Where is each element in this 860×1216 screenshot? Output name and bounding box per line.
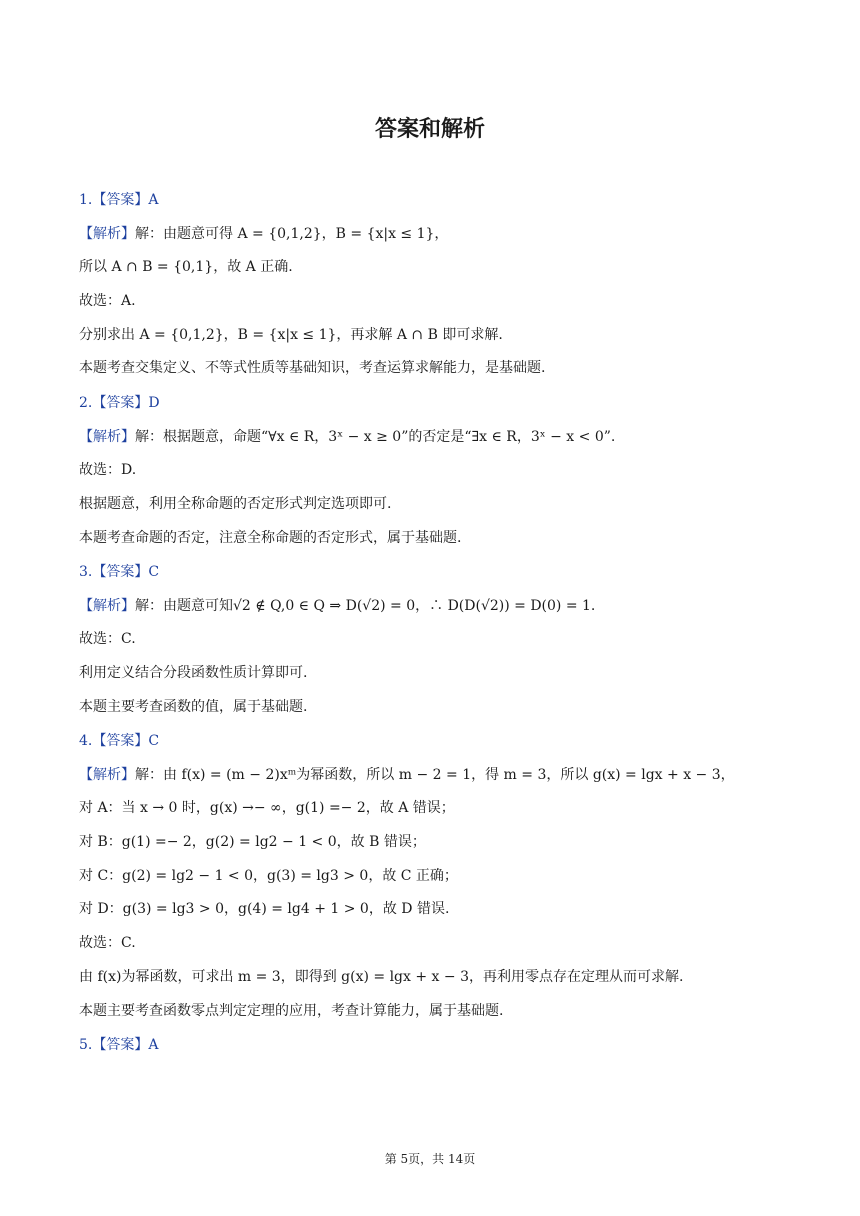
page-title: 答案和解析 bbox=[374, 117, 485, 142]
analysis-line: 故选：C. bbox=[79, 631, 136, 647]
analysis-line: 本题主要考查函数的值，属于基础题. bbox=[79, 699, 308, 715]
analysis-line: 【解析】解：根据题意，命题“∀x ∈ R，3ˣ − x ≥ 0”的否定是“∃x ∈ R，3ˣ − x < 0”. bbox=[79, 429, 616, 445]
analysis-line: 对 B：g(1) =− 2，g(2) = lg2 − 1 < 0，故 B 错误； bbox=[79, 834, 426, 850]
analysis-line: 故选：C. bbox=[79, 935, 136, 951]
analysis-line: 故选：A. bbox=[79, 293, 136, 309]
analysis-line: 分别求出 A = {0,1,2}，B = {x|x ≤ 1}，再求解 A ∩ B 即可求解. bbox=[79, 327, 503, 343]
page-footer: 第 5页，共 14页 bbox=[384, 1152, 476, 1166]
analysis-line: 【解析】解：由题意可得 A = {0,1,2}，B = {x|x ≤ 1}， bbox=[79, 226, 449, 242]
analysis-line: 根据题意，利用全称命题的否定形式判定选项即可. bbox=[79, 496, 392, 512]
answer-heading-5: 5.【答案】A bbox=[79, 1037, 159, 1053]
answer-heading-4: 4.【答案】C bbox=[79, 733, 160, 749]
analysis-line: 对 C：g(2) = lg2 − 1 < 0，g(3) = lg3 > 0，故 C 正确； bbox=[79, 868, 458, 884]
analysis-line: 本题主要考查函数零点判定定理的应用，考查计算能力，属于基础题. bbox=[79, 1003, 504, 1019]
analysis-line: 本题考查交集定义、不等式性质等基础知识，考查运算求解能力，是基础题. bbox=[79, 360, 546, 376]
analysis-line: 对 A：当 x → 0 时，g(x) →− ∞，g(1) =− 2，故 A 错误； bbox=[79, 800, 455, 816]
analysis-line: 【解析】解：由题意可知√2 ∉ Q,0 ∈ Q ⇒ D(√2) = 0，∴ D(D(√2)) = D(0) = 1. bbox=[79, 598, 596, 614]
analysis-line: 故选：D. bbox=[79, 462, 137, 478]
answer-heading-2: 2.【答案】D bbox=[79, 395, 160, 411]
analysis-line: 【解析】解：由 f(x) = (m − 2)xᵐ为幂函数，所以 m − 2 = 1，得 m = 3，所以 g(x) = lgx + x − 3， bbox=[79, 767, 735, 783]
analysis-line: 本题考查命题的否定，注意全称命题的否定形式，属于基础题. bbox=[79, 530, 462, 546]
answer-heading-3: 3.【答案】C bbox=[79, 564, 160, 580]
answer-heading-1: 1.【答案】A bbox=[79, 192, 159, 208]
analysis-line: 利用定义结合分段函数性质计算即可. bbox=[79, 665, 308, 681]
analysis-line: 所以 A ∩ B = {0,1}，故 A 正确. bbox=[79, 259, 293, 275]
analysis-line: 对 D：g(3) = lg3 > 0，g(4) = lg4 + 1 > 0，故 D 错误. bbox=[79, 901, 450, 917]
analysis-line: 由 f(x)为幂函数，可求出 m = 3，即得到 g(x) = lgx + x − 3，再利用零点存在定理从而可求解. bbox=[79, 969, 684, 985]
